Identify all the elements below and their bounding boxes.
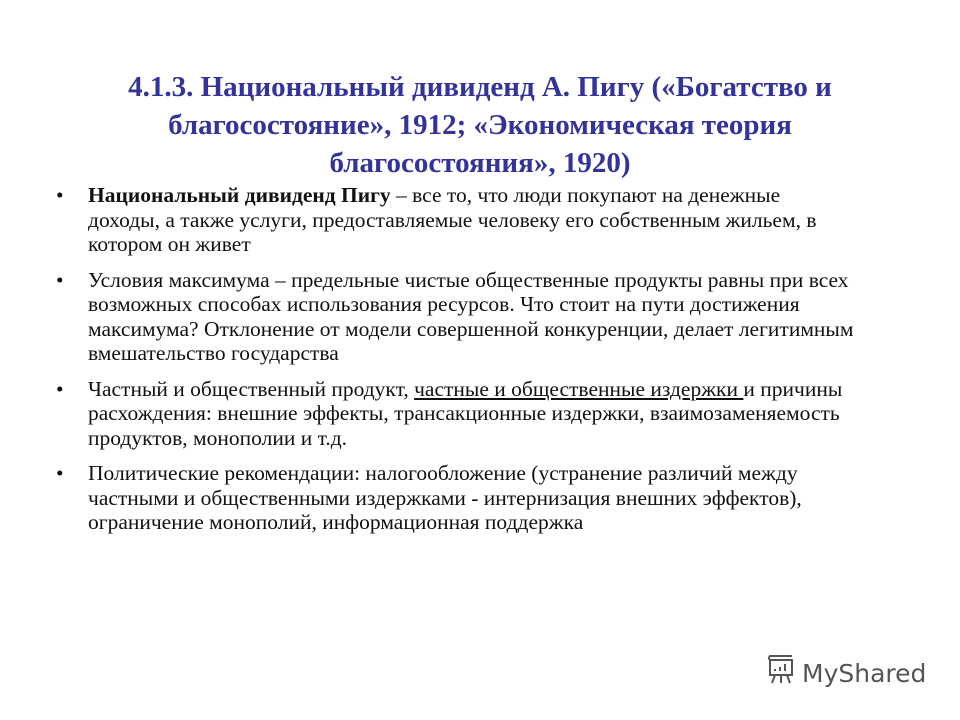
item-text: Условия максимума – предельные чистые общественные продукты равны при всех возможных способах использования ресурсов. Что стоит на пути достижения максимума? Отклонение от модели совершенной конкуренции, делает легитимным вмешательство государства	[88, 267, 854, 365]
presentation-board-icon	[766, 655, 796, 691]
item-text-pre: Частный и общественный продукт,	[88, 376, 415, 401]
myshared-logo[interactable]	[766, 655, 926, 691]
item-text-post: и причины расхождения: внешние эффекты, трансакционные издержки, взаимозаменяемость продуктов, монополии и т.д.	[88, 376, 843, 450]
underlined-text: частные и общественные издержки	[414, 376, 744, 401]
bullet-icon: •	[56, 461, 64, 485]
bullet-list	[56, 183, 856, 546]
term: Национальный дивиденд Пигу	[88, 183, 391, 207]
bullet-icon: •	[56, 183, 64, 207]
list-item	[56, 268, 856, 366]
item-text: Политические рекомендации: налогообложение (устранение различий между частными и общественными издержками - интернизация внешних эффектов), ограничение монополий, информационная поддержка	[88, 461, 802, 534]
definition: – все то, что люди покупают на денежные доходы, а также услуги, предоставляемые человеку его собственным жильем, в котором он живет	[88, 183, 817, 256]
list-item	[56, 377, 856, 451]
bullet-icon: •	[56, 376, 64, 401]
list-item	[56, 461, 856, 535]
bullet-icon: •	[56, 267, 64, 292]
slide-title: 4.1.3. Национальный дивиденд А. Пигу («Богатство и благосостояние», 1912; «Экономическая теория благосостояния», 1920)	[128, 71, 832, 179]
logo-text: MyShared	[802, 658, 927, 688]
list-item	[56, 183, 856, 257]
